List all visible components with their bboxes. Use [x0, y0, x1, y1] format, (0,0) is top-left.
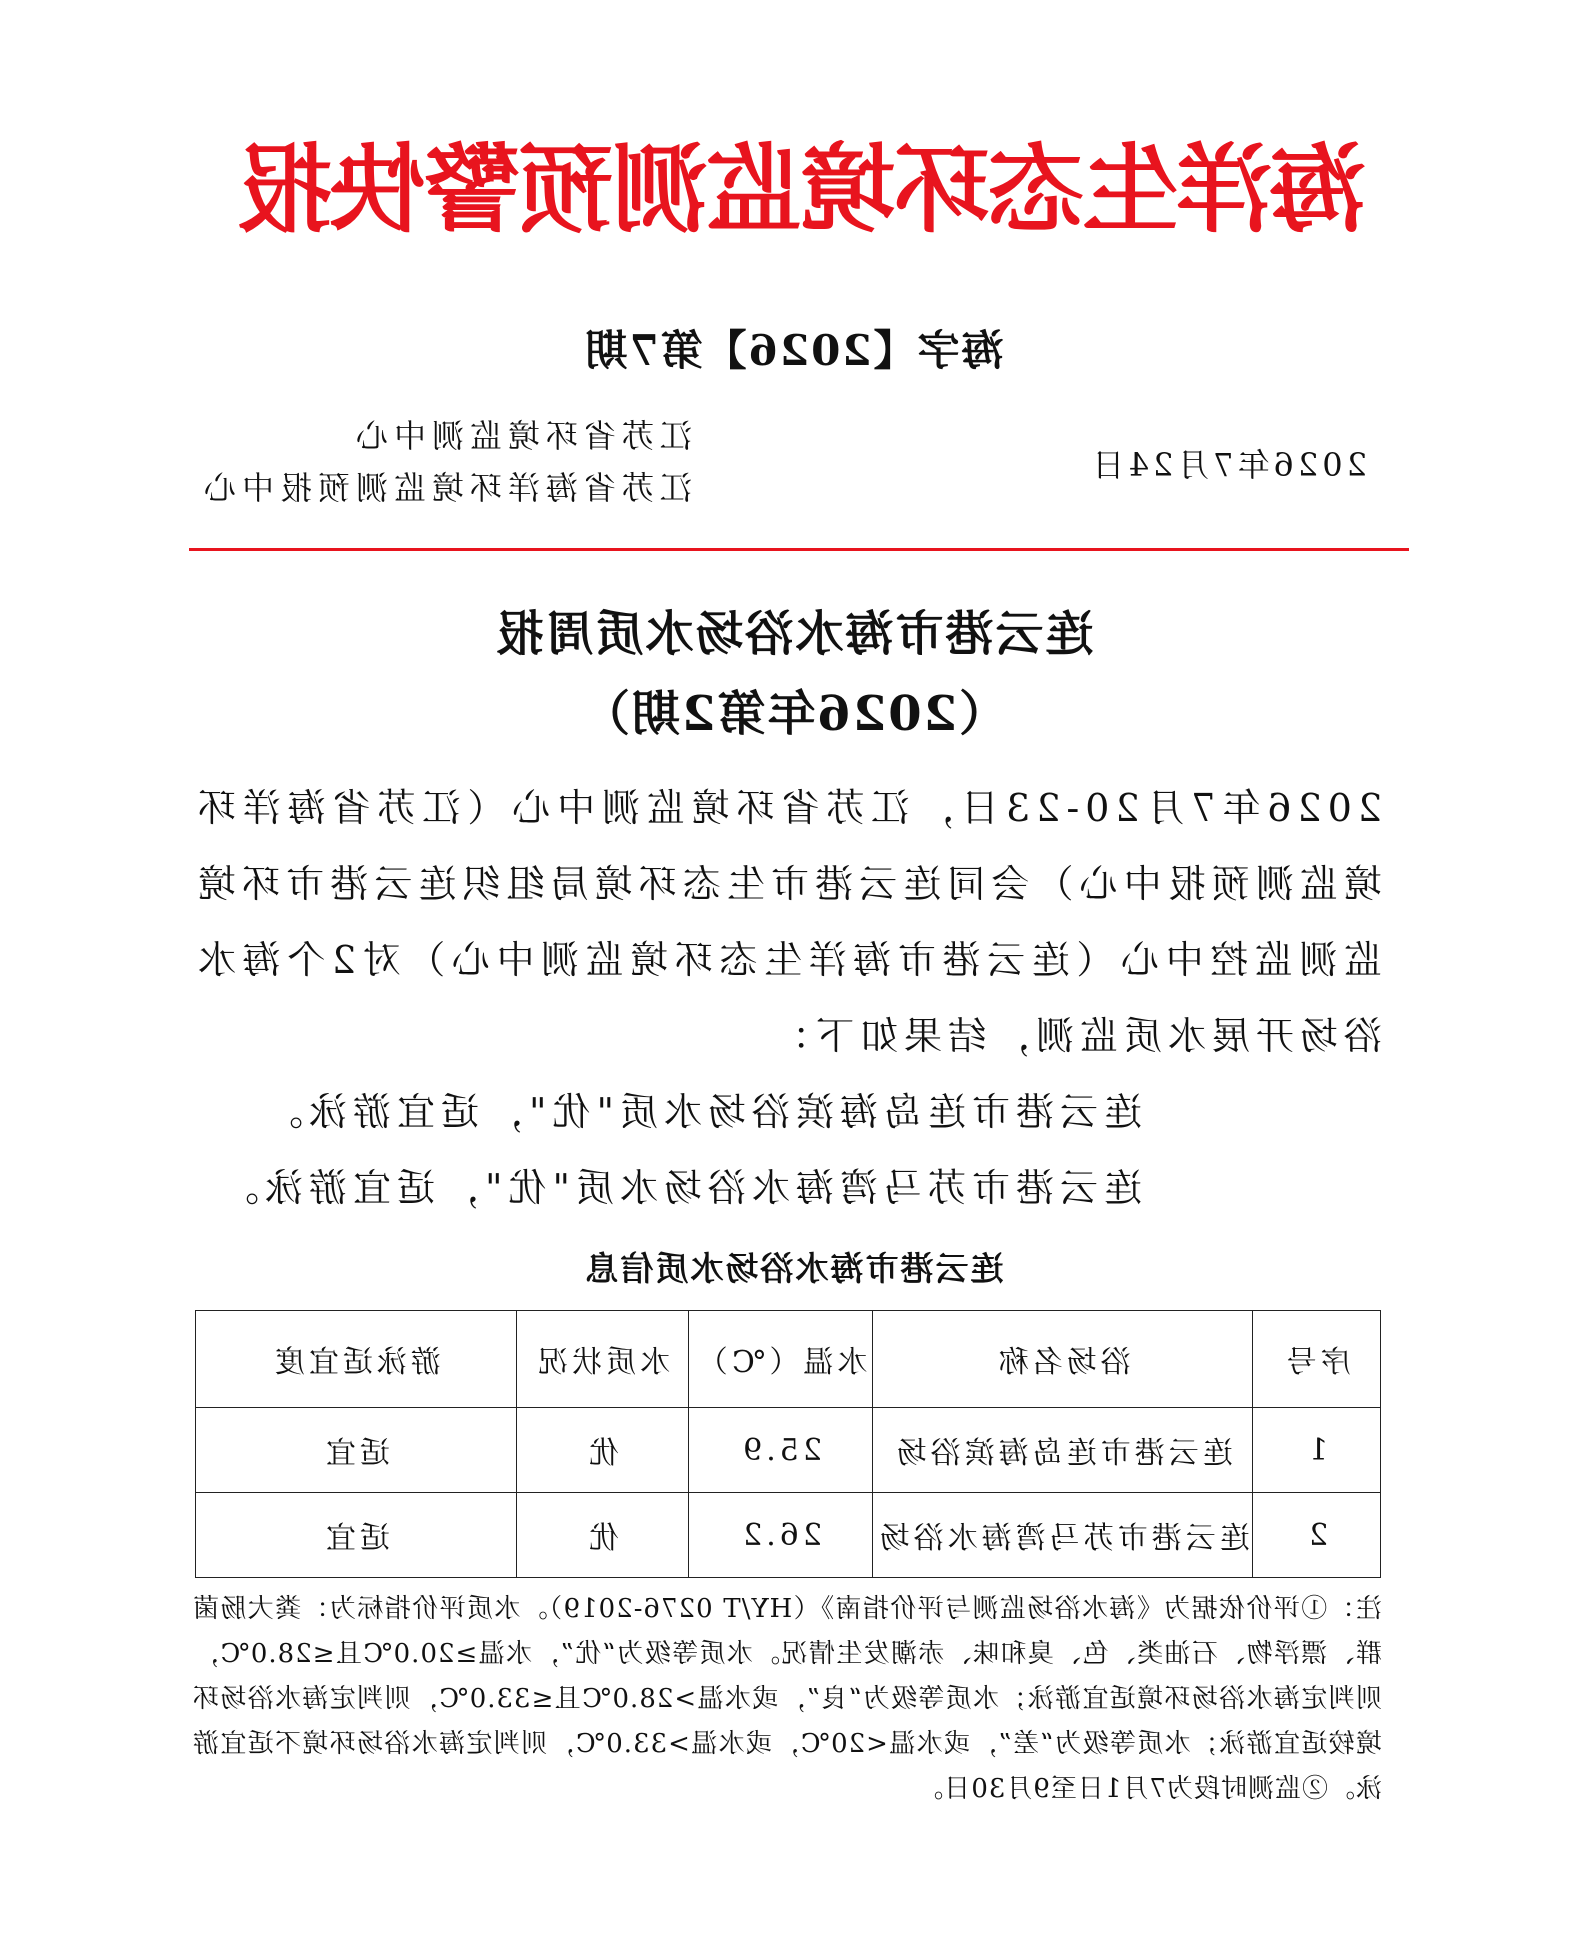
issuer-line-2: 江苏省海洋环境监测预报中心 — [197, 469, 692, 507]
issue-number: 海字【2026】第7期 — [583, 326, 1004, 375]
table-cell: 适宜 — [196, 1408, 517, 1493]
table-caption: 连云港市海水浴场水质信息 — [583, 1249, 1004, 1288]
issue-date: 2026年7月24日 — [1088, 446, 1367, 484]
header-cell: 水温（℃） — [688, 1311, 873, 1408]
table-row — [196, 1493, 1381, 1578]
table-cell: 1 — [1253, 1408, 1381, 1493]
table-cell: 2 — [1253, 1493, 1381, 1578]
footnote: 注：①评价依据为《海水浴场监测与评价指南》（HY/T 0276-2019）。水质评价指标为：粪大肠菌群、漂浮物、石油类、色、臭和味、赤潮发生情况。水质等级为“优”，水温≥20.0℃且≤28.0℃，则判定海水浴场环境适宜游泳；水质等级为“良”，或水温>28.0℃且≤33.0℃，则判定海水浴场环境较适宜游泳；水质等级为“差”，或水温<20℃，或水温>33.0℃，则判定海水浴场环境不适宜游泳。②监测时段为7月1日至9月30日。 — [192, 1594, 1382, 1804]
paragraph-result-1: 连云港市连岛海滨浴场水质"优"，适宜游泳。 — [259, 1090, 1142, 1134]
paragraph-result-2: 连云港市苏马湾海水浴场水质"优"，适宜游泳。 — [215, 1166, 1142, 1210]
table-cell: 优 — [516, 1493, 688, 1578]
table-header-row — [196, 1311, 1381, 1408]
report-title: 连云港市海水浴场水质周报 — [493, 606, 1094, 662]
red-divider — [189, 548, 1409, 551]
table-cell: 26.2 — [688, 1493, 873, 1578]
paragraph-intro: 2026年7月20-23日，江苏省环境监测中心（江苏省海洋环境监测预报中心）会同连云港市生态环境局组织连云港市环境监测监控中心（连云港市海洋生态环境监测中心）对2个海水浴场开展水质监测，结果如下： — [192, 786, 1382, 1058]
table-cell: 优 — [516, 1408, 688, 1493]
header-cell: 序号 — [1253, 1311, 1381, 1408]
water-quality-table — [195, 1310, 1381, 1578]
report-subtitle: （2026年第2期） — [580, 686, 1007, 742]
table-cell: 适宜 — [196, 1493, 517, 1578]
header-cell: 浴场名称 — [873, 1311, 1253, 1408]
body-text — [192, 770, 1382, 1226]
table-row — [196, 1408, 1381, 1493]
table-cell: 25.9 — [688, 1408, 873, 1493]
header-cell: 游泳适宜度 — [196, 1311, 517, 1408]
header-cell: 水质状况 — [516, 1311, 688, 1408]
issuer-line-1: 江苏省环境监测中心 — [349, 417, 692, 455]
table-cell: 连云港市苏马湾海水浴场 — [873, 1493, 1253, 1578]
masthead-title: 海洋生态环境监测预警快报 — [238, 134, 1366, 246]
table-cell: 连云港市连岛海滨浴场 — [873, 1408, 1253, 1493]
issuer-block — [192, 410, 692, 514]
